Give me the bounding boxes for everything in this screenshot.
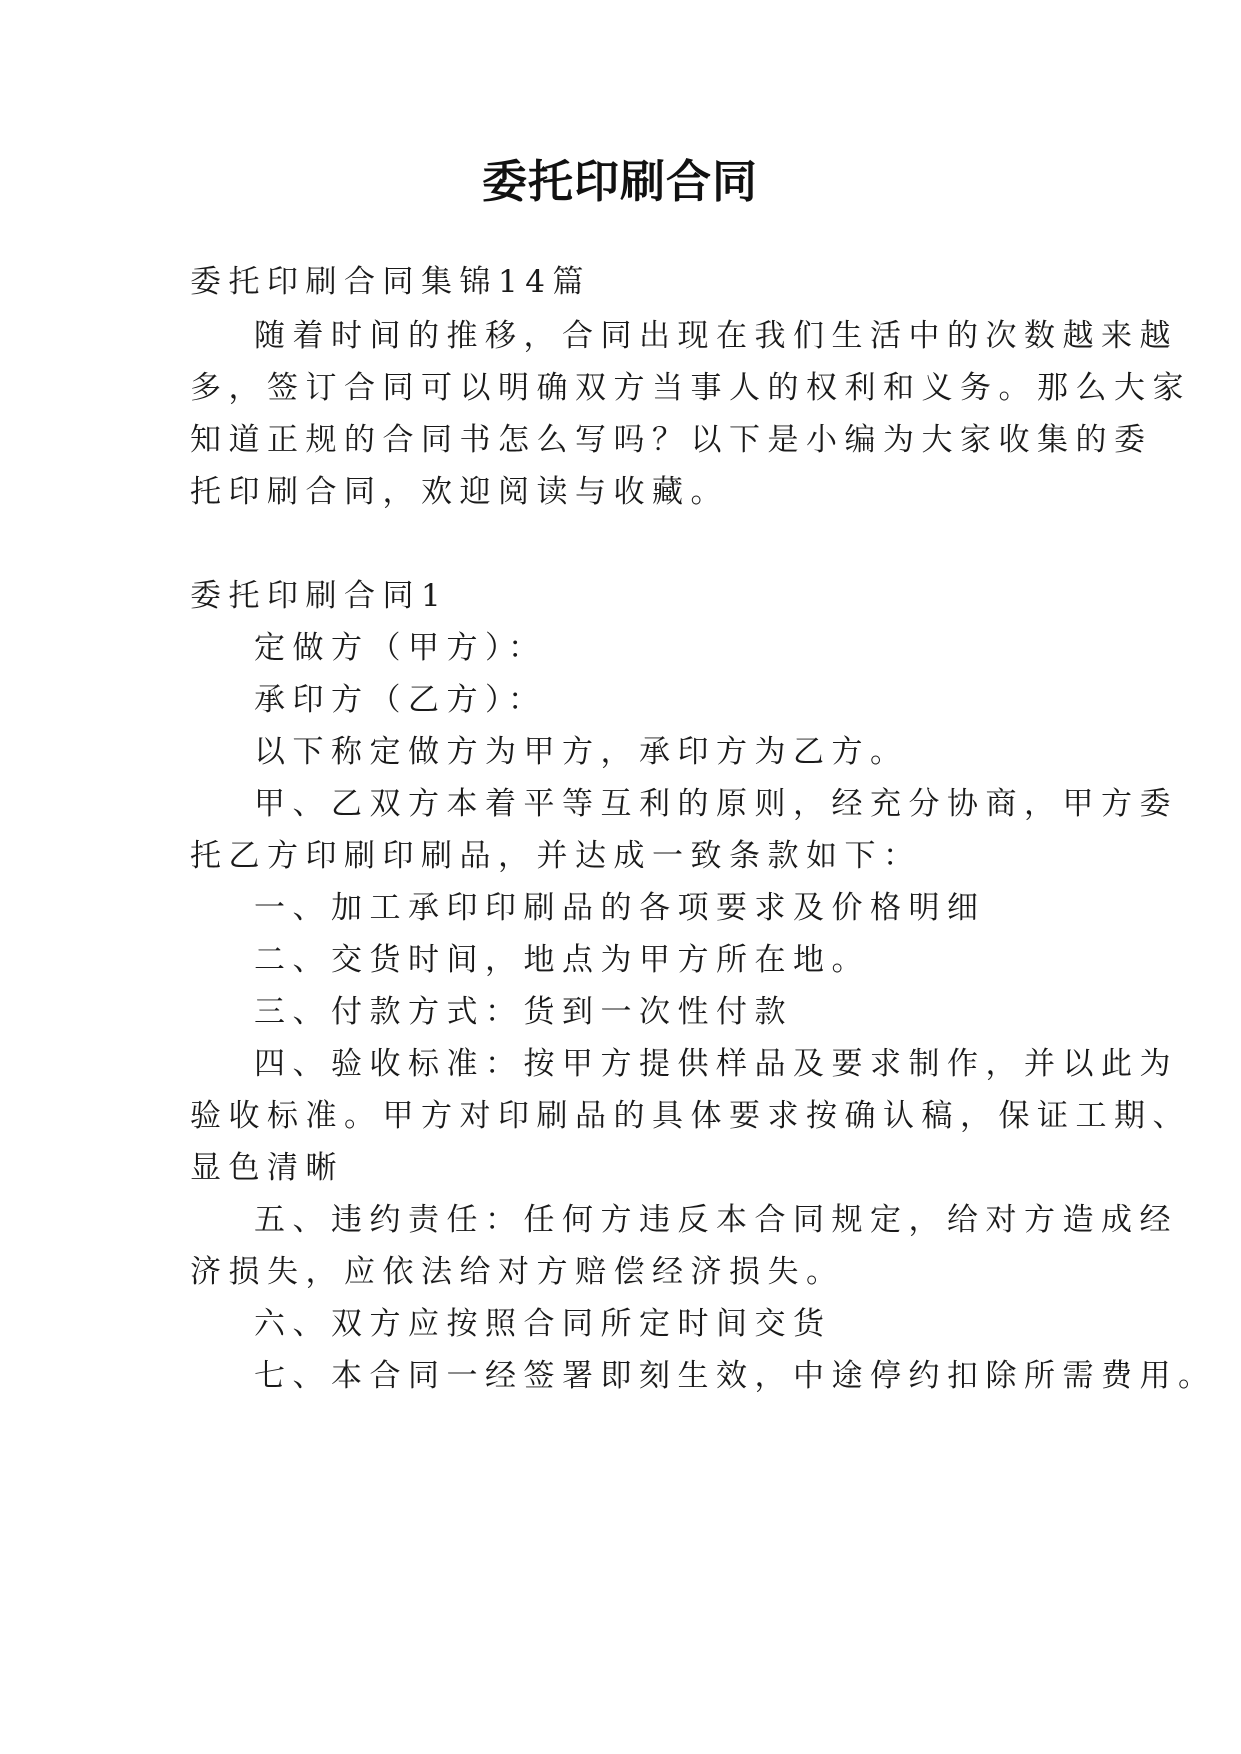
clause-3: 三、付款方式：货到一次性付款 xyxy=(254,994,793,1030)
clause-4-line-1: 四、验收标准：按甲方提供样品及要求制作，并以此为 xyxy=(254,1046,1178,1082)
intro-line-4: 托印刷合同，欢迎阅读与收藏。 xyxy=(190,474,729,510)
document-subtitle: 委托印刷合同集锦14篇 xyxy=(190,264,591,300)
section-heading: 委托印刷合同1 xyxy=(190,578,449,614)
contract-line-preamble-1: 甲、乙双方本着平等互利的原则，经充分协商，甲方委 xyxy=(254,786,1178,822)
clause-4-line-3: 显色清晰 xyxy=(190,1150,344,1186)
contract-line-party-a: 定做方（甲方）： xyxy=(254,630,547,666)
intro-line-1: 随着时间的推移，合同出现在我们生活中的次数越来越 xyxy=(254,318,1178,354)
clause-5-line-2: 济损失，应依法给对方赔偿经济损失。 xyxy=(190,1254,845,1290)
clause-7: 七、本合同一经签署即刻生效，中途停约扣除所需费用。 xyxy=(254,1358,1217,1394)
clause-1: 一、加工承印印刷品的各项要求及价格明细 xyxy=(254,890,986,926)
contract-line-party-b: 承印方（乙方）： xyxy=(254,682,547,718)
document-title: 委托印刷合同 xyxy=(481,155,758,208)
contract-line-preamble-2: 托乙方印刷印刷品，并达成一致条款如下： xyxy=(190,838,922,874)
clause-4-line-2: 验收标准。甲方对印刷品的具体要求按确认稿，保证工期、 xyxy=(190,1098,1191,1134)
intro-line-3: 知道正规的合同书怎么写吗？以下是小编为大家收集的委 xyxy=(190,422,1153,458)
clause-2: 二、交货时间，地点为甲方所在地。 xyxy=(254,942,870,978)
clause-5-line-1: 五、违约责任：任何方违反本合同规定，给对方造成经 xyxy=(254,1202,1178,1238)
intro-line-2: 多，签订合同可以明确双方当事人的权利和义务。那么大家 xyxy=(190,370,1191,406)
contract-line-definitions: 以下称定做方为甲方，承印方为乙方。 xyxy=(254,734,909,770)
clause-6: 六、双方应按照合同所定时间交货 xyxy=(254,1306,832,1342)
